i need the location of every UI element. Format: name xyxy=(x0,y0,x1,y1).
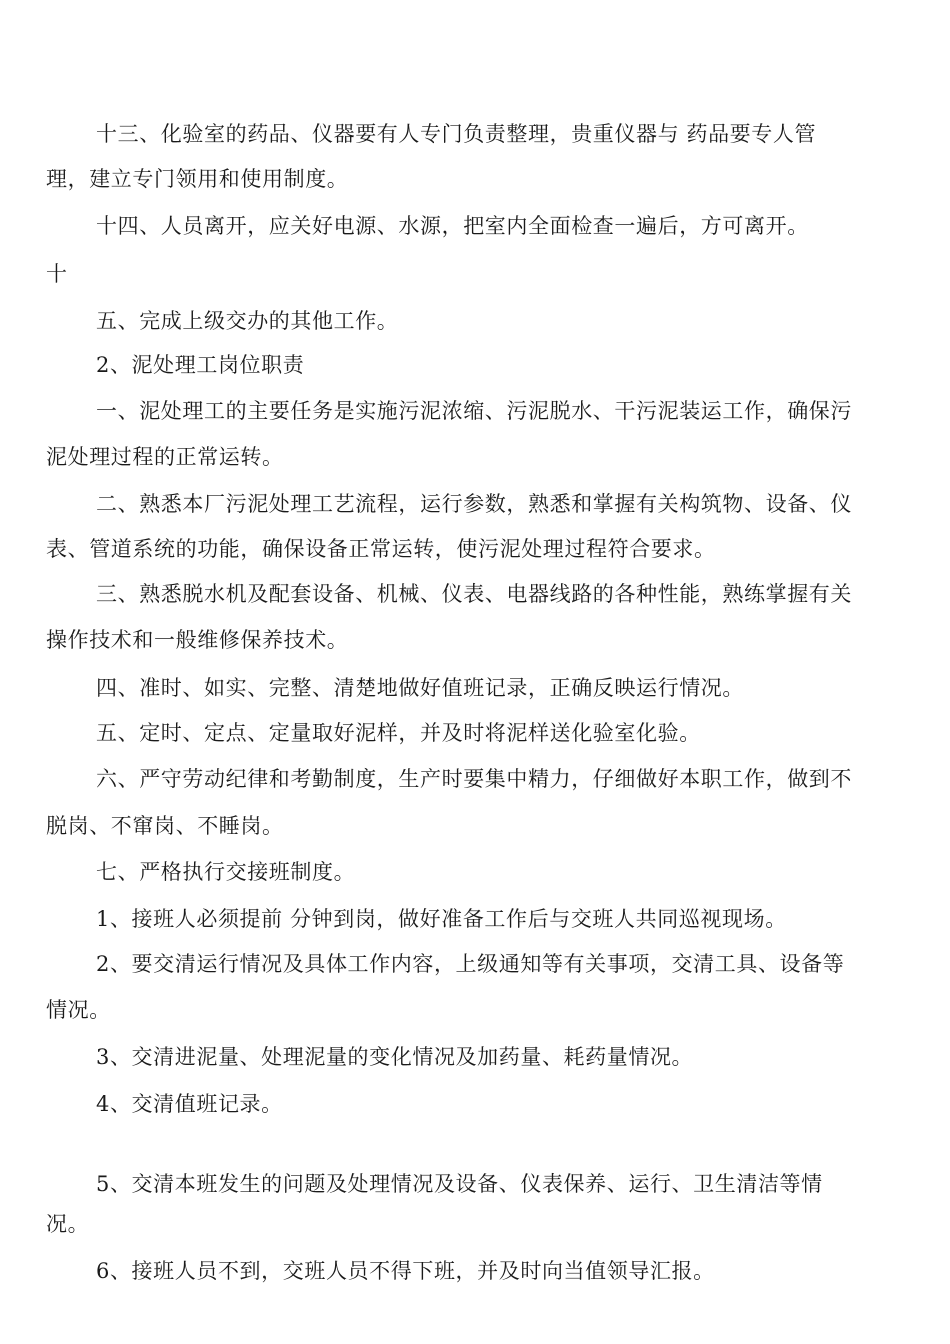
text-line: 6、接班人员不到，交班人员不得下班，并及时向当值领导汇报。 xyxy=(96,1259,715,1283)
text-line: 十 xyxy=(46,262,68,286)
text-line: 操作技术和一般维修保养技术。 xyxy=(46,628,349,652)
text-line: 脱岗、不窜岗、不睡岗。 xyxy=(46,814,284,838)
text-line: 十三、化验室的药品、仪器要有人专门负责整理，贵重仪器与 药品要专人管 xyxy=(96,122,817,146)
text-line: 三、熟悉脱水机及配套设备、机械、仪表、电器线路的各种性能，熟练掌握有关 xyxy=(96,582,852,606)
text-line: 泥处理过程的正常运转。 xyxy=(46,445,284,469)
text-line: 4、交清值班记录。 xyxy=(96,1092,283,1116)
text-line: 二、熟悉本厂污泥处理工艺流程，运行参数，熟悉和掌握有关构筑物、设备、仪 xyxy=(96,492,852,516)
text-line: 六、严守劳动纪律和考勤制度，生产时要集中精力，仔细做好本职工作，做到不 xyxy=(96,767,852,791)
text-line: 五、定时、定点、定量取好泥样，并及时将泥样送化验室化验。 xyxy=(96,721,701,745)
text-line: 一、泥处理工的主要任务是实施污泥浓缩、污泥脱水、干污泥装运工作，确保污 xyxy=(96,399,852,423)
text-line: 2、要交清运行情况及具体工作内容，上级通知等有关事项，交清工具、设备等 xyxy=(96,952,845,976)
text-line: 四、准时、如实、完整、清楚地做好值班记录，正确反映运行情况。 xyxy=(96,676,744,700)
text-line: 况。 xyxy=(46,1212,90,1236)
section-heading: 2、泥处理工岗位职责 xyxy=(96,353,305,377)
text-line: 表、管道系统的功能，确保设备正常运转，使污泥处理过程符合要求。 xyxy=(46,537,716,561)
text-line: 十四、人员离开，应关好电源、水源，把室内全面检查一遍后，方可离开。 xyxy=(96,214,809,238)
text-line: 五、完成上级交办的其他工作。 xyxy=(96,309,399,333)
text-line: 3、交清进泥量、处理泥量的变化情况及加药量、耗药量情况。 xyxy=(96,1045,694,1069)
text-line: 七、严格执行交接班制度。 xyxy=(96,860,356,884)
text-line: 情况。 xyxy=(46,998,111,1022)
text-line: 1、接班人必须提前 分钟到岗，做好准备工作后与交班人共同巡视现场。 xyxy=(96,907,787,931)
text-line: 5、交清本班发生的问题及处理情况及设备、仪表保养、运行、卫生清洁等情 xyxy=(96,1172,823,1196)
text-line: 理，建立专门领用和使用制度。 xyxy=(46,167,349,191)
